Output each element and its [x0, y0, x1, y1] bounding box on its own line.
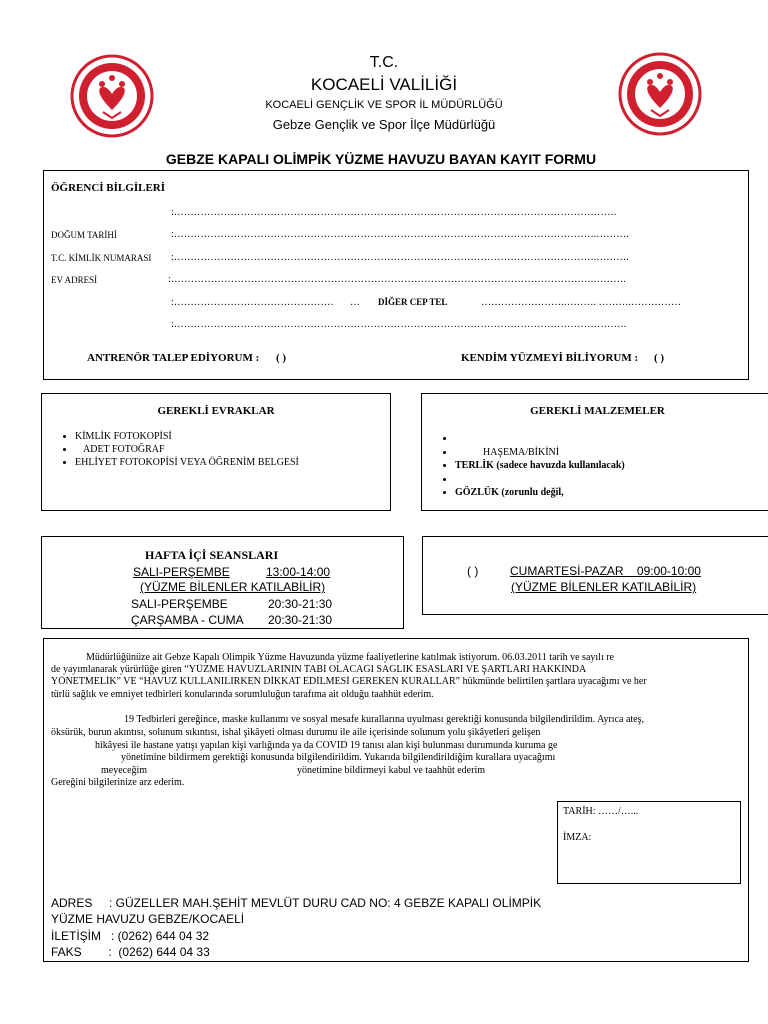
weekend-note: (YÜZME BİLENLER KATILABİLİR) [511, 580, 697, 594]
address-label: EV ADRESİ [51, 275, 98, 285]
weekday-session1-time: 13:00-14:00 [266, 565, 331, 579]
declaration-p2-line3: hikâyesi ile hastane yatışı yapılan kişi varlığında ya da COVID 19 tanısı alan kişi bulunması durumunda kuruma ge [95, 740, 558, 751]
header-ilce-mudurlugu: Gebze Gençlik ve Spor İlçe Müdürlüğü [272, 117, 496, 132]
documents-item: • EHLİYET FOTOKOPİSİ VEYA ÖĞRENİM BELGESİ [75, 456, 405, 469]
header-tc: T.C. [369, 54, 399, 71]
other-phone-label: DİĞER CEP TEL [378, 297, 448, 307]
coach-request-label: ANTRENÖR TALEP EDİYORUM : [87, 352, 260, 364]
materials-item: • TERLİK (sadece havuzda kullanılacak) [455, 459, 768, 473]
contact-address-line1: ADRES : GÜZELLER MAH.ŞEHİT MEVLÜT DURU CAD NO: 4 GEBZE KAPALI OLİMPİK [51, 896, 542, 910]
weekday-session2-time: 20:30-21:30 [268, 597, 333, 611]
address-field[interactable]: :……………………………………………………………………………………………………………….………. [168, 274, 626, 285]
date-label[interactable]: TARİH: ……/…... [563, 806, 639, 817]
weekday-session3-time: 20:30-21:30 [268, 613, 333, 627]
coach-request-checkbox[interactable]: ( ) [276, 352, 287, 364]
declaration-p1-line3: YÖNETMELİK” VE “HAVUZ KULLANILIRKEN DİKKAT EDİLMESİ GEREKEN KURALLAR” hükmünde belirtilen şartlara uyacağımı ve her [51, 676, 647, 687]
documents-list [55, 430, 405, 469]
materials-item: • GÖZLÜK (zorunlu değil, [455, 486, 768, 500]
declaration-p2-line5b: yönetimine bildirmeyi kabul ve taahhüt ederim [297, 765, 486, 776]
contact-address-line2: YÜZME HAVUZU GEBZE/KOCAELİ [51, 912, 245, 926]
documents-title: GEREKLİ EVRAKLAR [157, 405, 275, 417]
materials-item: • HAŞEMA/BİKİNİ [455, 446, 768, 460]
documents-item: • KİMLİK FOTOKOPİSİ [75, 430, 405, 443]
weekend-checkbox[interactable]: ( ) [467, 564, 479, 578]
weekday-session1-days: SALI-PERŞEMBE [133, 565, 230, 579]
header-valilik: KOCAELİ VALİLİĞİ [310, 75, 458, 94]
dob-field[interactable]: :……………………………………………………………………………………………………………….………. [171, 229, 629, 240]
weekday-session1-note: (YÜZME BİLENLER KATILABİLİR) [140, 580, 326, 594]
signature-label[interactable]: İMZA: [563, 832, 592, 843]
phone-field-separator: … [350, 297, 360, 308]
materials-list [435, 432, 768, 500]
weekday-title: HAFTA İÇİ SEANSLARI [145, 548, 279, 562]
extra-field[interactable]: :………………………………………………………………………………………………………………………. [171, 319, 627, 330]
form-title: GEBZE KAPALI OLİMPİK YÜZME HAVUZU BAYAN KAYIT FORMU [165, 151, 597, 167]
declaration-p2-line2: öksürük, burun akıntısı, solunum sıkıntısı, ishal şikâyeti olması durumu ile aile içerisinde solunum yolu şikâyetleri gelişen [51, 727, 541, 738]
declaration-p1-line1: Müdürlüğünüze ait Gebze Kapalı Olimpik Yüzme Havuzunda yüzme faaliyetlerine katılmak istiyorum. 06.03.2011 tarih ve sayılı re [86, 652, 614, 663]
dob-label: DOĞUM TARİHİ [51, 230, 117, 240]
declaration-p1-line2: de yayımlanarak yürürlüğe giren “YÜZME HAVUZLARININ TABİ OLACAĞI SAĞLIK ESASLARI VE ŞARTLARI HAKKINDA [51, 664, 587, 675]
declaration-p2-line1: 19 Tedbirleri gereğince, maske kullanımı ve sosyal mesafe kurallarına uyulması gerektiği konusunda bilgilendirildim. Ayrıca ateş, [124, 714, 644, 725]
declaration-p2-line6: Gereğini bilgilerinize arz ederim. [51, 777, 185, 788]
declaration-p1-line4: türlü sağlık ve emniyet tedbirleri konularında sorumluluğun tarafıma ait olduğu taahhüt ederim. [51, 689, 434, 700]
student-section-title: ÖĞRENCİ BİLGİLERİ [51, 182, 166, 194]
weekend-session: CUMARTESİ-PAZAR 09:00-10:00 [510, 564, 701, 578]
weekday-session3-days: ÇARŞAMBA - CUMA [131, 613, 244, 627]
can-swim-label: KENDİM YÜZMEYİ BİLİYORUM : [461, 352, 639, 364]
tc-label: T.C. KİMLİK NUMARASI [51, 253, 152, 263]
can-swim-checkbox[interactable]: ( ) [654, 352, 665, 364]
declaration-p2-line4: yönetimine bildirmem gerektiği konusunda bilgilendirildim. Yukarıda bilgilendirildiğim kurallara uyacağımı [121, 752, 556, 763]
other-phone-field[interactable]: …………………….………. ……….…………… [481, 297, 681, 308]
materials-item [455, 432, 768, 446]
contact-phone: İLETİŞİM : (0262) 644 04 32 [51, 929, 210, 943]
phone-field[interactable]: :………………………………………… [171, 297, 334, 308]
materials-title: GEREKLİ MALZEMELER [530, 405, 665, 417]
header-il-mudurlugu: KOCAELİ GENÇLİK VE SPOR İL MÜDÜRLÜĞÜ [265, 99, 503, 111]
declaration-p2-line5a: meyeceğim [101, 765, 148, 776]
materials-item [455, 473, 768, 487]
weekday-session2-days: SALI-PERŞEMBE [131, 597, 228, 611]
documents-item: • ADET FOTOĞRAF [75, 443, 405, 456]
name-field[interactable]: :……………………………………………………………………………………………………………………. [171, 207, 617, 218]
contact-fax: FAKS : (0262) 644 04 33 [51, 945, 210, 959]
tc-field[interactable]: :……………………………………………………………………………………………………………….………. [171, 252, 629, 263]
